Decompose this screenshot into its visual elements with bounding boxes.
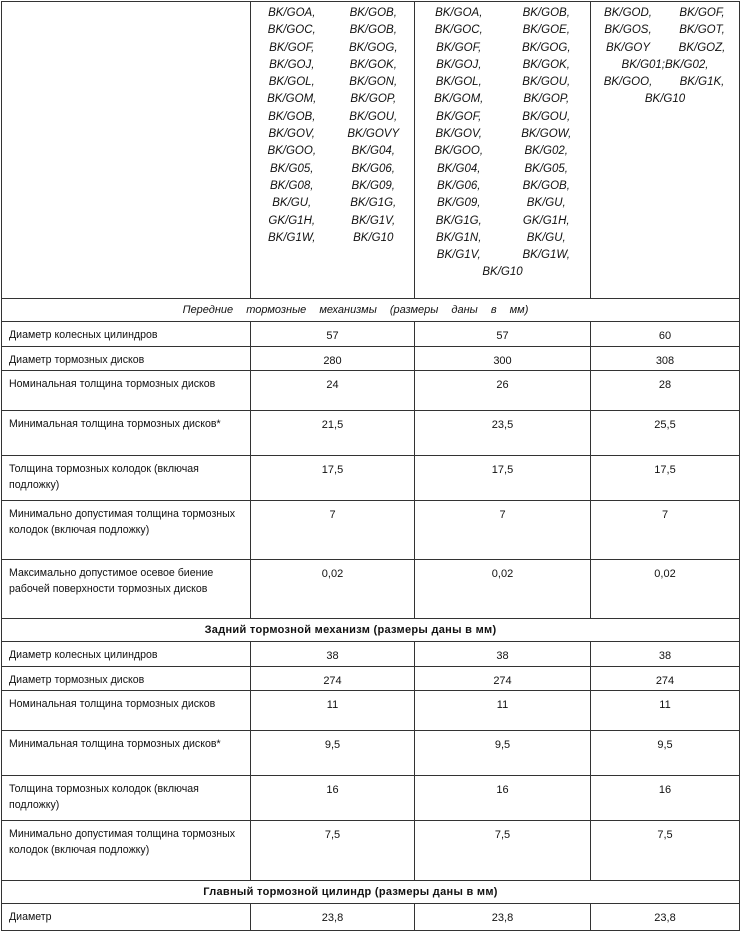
- model-code-line: [251, 195, 414, 212]
- model-codes-col3: [591, 2, 740, 299]
- empty-header-cell: [2, 2, 251, 299]
- model-code: BK/GOG,: [521, 41, 571, 54]
- model-code: BK/GOL,: [268, 76, 315, 89]
- param-value: 7,5: [591, 821, 740, 881]
- param-row: [2, 346, 740, 371]
- param-label: Толщина тормозных колодок (включая подложку): [2, 456, 251, 501]
- model-code: BK/GOF,: [269, 41, 315, 54]
- param-label: Максимально допустимое осевое биение рабочей поверхности тормозных дисков: [2, 560, 251, 619]
- model-code: BK/G06,: [437, 179, 481, 192]
- param-value: 7,5: [415, 821, 591, 881]
- model-code: BK/GU,: [526, 231, 566, 244]
- model-code: BK/GOO,: [434, 145, 484, 158]
- model-code: BK/GOO,: [603, 76, 653, 89]
- model-code: BK/GOM,: [434, 93, 484, 106]
- model-code-line: [415, 161, 590, 178]
- param-label: Минимальная толщина тормозных дисков*: [2, 411, 251, 456]
- model-code: BK/GOU,: [349, 110, 398, 123]
- param-value: 25,5: [591, 411, 740, 456]
- model-code: BK/G08,: [270, 179, 314, 192]
- param-label: Номинальная толщина тормозных дисков: [2, 691, 251, 731]
- model-code: BK/GOG,: [348, 41, 398, 54]
- model-code: BK/GOK,: [522, 58, 570, 71]
- model-code: BK/G05,: [270, 162, 314, 175]
- param-label: Минимально допустимая толщина тормозных колодок (включая подложку): [2, 821, 251, 881]
- model-code: BK/GOC,: [267, 24, 316, 37]
- param-value: 57: [415, 322, 591, 347]
- model-code: BK/G1N,: [436, 231, 482, 244]
- model-code: BK/G10: [482, 266, 523, 279]
- model-code-line: [591, 5, 739, 22]
- model-code: BK/GU,: [272, 197, 312, 210]
- model-code-line: [251, 5, 414, 22]
- model-code: BK/GOC,: [434, 24, 483, 37]
- param-value: 16: [415, 776, 591, 821]
- model-code: BK/GOVY: [347, 128, 400, 141]
- param-label: Диаметр: [2, 904, 251, 931]
- param-value: 23,8: [415, 904, 591, 931]
- model-code: BK/G01;BK/G02,: [621, 58, 709, 71]
- section-front-cell: [2, 299, 740, 322]
- model-code: BK/G1W,: [522, 249, 570, 262]
- param-value: 17,5: [591, 456, 740, 501]
- param-label: Диаметр колесных цилиндров: [2, 322, 251, 347]
- model-code: BK/G09,: [437, 197, 481, 210]
- model-code: BK/GOM,: [267, 93, 317, 106]
- model-code-line: [251, 213, 414, 230]
- model-code: BK/G10: [353, 231, 394, 244]
- model-code: BK/GOB,: [522, 7, 570, 19]
- model-code-line: [415, 230, 590, 247]
- model-code: BK/G1V,: [351, 214, 396, 227]
- model-code-line: [415, 143, 590, 160]
- param-row: [2, 411, 740, 456]
- model-code-line: [415, 264, 590, 281]
- section-rear-cell: [2, 619, 740, 642]
- param-value: 9,5: [251, 731, 415, 776]
- section-master-cell: [2, 881, 740, 904]
- param-row: [2, 560, 740, 619]
- model-code: BK/GU,: [526, 197, 566, 210]
- model-code-line: [251, 91, 414, 108]
- model-code: BK/G02,: [524, 145, 568, 158]
- section-master-row: [2, 881, 740, 904]
- model-code-line: [591, 57, 739, 74]
- model-codes-col2: [415, 2, 591, 299]
- param-label: Толщина тормозных колодок (включая подложку): [2, 776, 251, 821]
- model-code-line: [251, 109, 414, 126]
- model-code: BK/G05,: [524, 162, 568, 175]
- param-value: 38: [251, 642, 415, 667]
- model-code-line: [415, 22, 590, 39]
- model-code: BK/GOB,: [349, 24, 397, 37]
- param-value: 274: [251, 666, 415, 691]
- model-code-line: [591, 40, 739, 57]
- param-row: [2, 456, 740, 501]
- model-code-line: [415, 195, 590, 212]
- param-value: 24: [251, 371, 415, 411]
- model-code-line: [415, 109, 590, 126]
- param-value: 28: [591, 371, 740, 411]
- param-row: [2, 371, 740, 411]
- model-codes-row: [2, 2, 740, 299]
- param-row: [2, 642, 740, 667]
- section-master-title: Главный тормозной цилиндр (размеры даны в мм): [203, 886, 498, 898]
- model-code: BK/GOU,: [522, 76, 571, 89]
- model-code: BK/G1K,: [679, 76, 725, 89]
- param-value: 21,5: [251, 411, 415, 456]
- model-code-line: [415, 247, 590, 264]
- model-code-line: [251, 143, 414, 160]
- model-code-line: [415, 5, 590, 22]
- model-code: BK/GOT,: [679, 24, 725, 37]
- model-code: BK/GOW,: [521, 128, 572, 141]
- param-value: 7: [415, 501, 591, 560]
- param-label: Диаметр тормозных дисков: [2, 346, 251, 371]
- model-code-line: [591, 91, 739, 108]
- model-code: BK/GOJ,: [269, 58, 315, 71]
- model-code: BK/GOO,: [267, 145, 317, 158]
- param-label: Минимальная толщина тормозных дисков*: [2, 731, 251, 776]
- model-code: BK/GOJ,: [436, 58, 482, 71]
- param-value: 7: [591, 501, 740, 560]
- model-code-line: [251, 22, 414, 39]
- model-code: BK/G04,: [437, 162, 481, 175]
- model-code: BK/GOF,: [436, 110, 482, 123]
- param-value: 16: [251, 776, 415, 821]
- param-value: 17,5: [251, 456, 415, 501]
- model-code: BK/GOE,: [522, 24, 570, 37]
- param-value: 11: [251, 691, 415, 731]
- model-code: BK/GOA,: [268, 7, 316, 19]
- param-value: 280: [251, 346, 415, 371]
- model-code: BK/GOV,: [268, 128, 315, 141]
- model-code-line: [251, 178, 414, 195]
- param-value: 9,5: [415, 731, 591, 776]
- model-code: GK/G1H,: [522, 214, 570, 227]
- model-code: BK/G1W,: [268, 231, 316, 244]
- model-code-line: [415, 126, 590, 143]
- model-code: BK/G06,: [351, 162, 395, 175]
- param-value: 17,5: [415, 456, 591, 501]
- model-code: BK/GOK,: [349, 58, 397, 71]
- model-code-line: [591, 22, 739, 39]
- model-code-line: [251, 126, 414, 143]
- param-row: [2, 501, 740, 560]
- param-row: [2, 904, 740, 931]
- model-code-line: [251, 74, 414, 91]
- model-code: BK/G1G,: [350, 197, 397, 210]
- model-code: BK/GOB,: [522, 179, 570, 192]
- param-row: [2, 731, 740, 776]
- param-row: [2, 776, 740, 821]
- section-front-row: [2, 299, 740, 322]
- param-value: 300: [415, 346, 591, 371]
- model-code: BK/GOF,: [679, 7, 725, 19]
- param-value: 0,02: [251, 560, 415, 619]
- param-row: [2, 821, 740, 881]
- param-value: 57: [251, 322, 415, 347]
- param-value: 38: [591, 642, 740, 667]
- param-value: 0,02: [591, 560, 740, 619]
- model-code: BK/G10: [644, 93, 686, 106]
- model-code-line: [251, 230, 414, 247]
- model-code: BK/GOV,: [435, 128, 482, 141]
- model-code: GK/G1H,: [268, 214, 316, 227]
- param-value: 23,8: [251, 904, 415, 931]
- model-code-line: [415, 74, 590, 91]
- model-code: BK/GOP,: [350, 93, 397, 106]
- table-body: [2, 2, 740, 931]
- model-code-line: [415, 213, 590, 230]
- model-code-line: [415, 91, 590, 108]
- section-rear-title: Задний тормозной механизм (размеры даны в мм): [204, 624, 497, 636]
- model-code: BK/GOA,: [435, 7, 483, 19]
- param-label: Диаметр тормозных дисков: [2, 666, 251, 691]
- param-value: 308: [591, 346, 740, 371]
- param-value: 16: [591, 776, 740, 821]
- param-row: [2, 691, 740, 731]
- model-code: BK/GOB,: [268, 110, 316, 123]
- model-code: BK/G09,: [351, 179, 395, 192]
- model-code: BK/G1V,: [436, 249, 481, 262]
- param-value: 60: [591, 322, 740, 347]
- param-value: 274: [415, 666, 591, 691]
- param-value: 23,8: [591, 904, 740, 931]
- model-code: BK/GON,: [349, 76, 398, 89]
- model-code: BK/GOS,: [604, 24, 652, 37]
- param-label: Диаметр колесных цилиндров: [2, 642, 251, 667]
- param-value: 38: [415, 642, 591, 667]
- model-code-line: [415, 178, 590, 195]
- model-code: BK/GOD,: [604, 7, 652, 19]
- model-code-line: [415, 57, 590, 74]
- model-code: BK/G04,: [351, 145, 395, 158]
- param-value: 11: [415, 691, 591, 731]
- model-code: BK/GOB,: [349, 7, 397, 19]
- param-value: 274: [591, 666, 740, 691]
- param-label: Номинальная толщина тормозных дисков: [2, 371, 251, 411]
- model-code-line: [415, 40, 590, 57]
- brake-specs-table: [1, 1, 740, 931]
- model-codes-col1: [251, 2, 415, 299]
- param-value: 26: [415, 371, 591, 411]
- param-value: 23,5: [415, 411, 591, 456]
- model-code: BK/GOF,: [436, 41, 482, 54]
- param-value: 7,5: [251, 821, 415, 881]
- model-code-line: [591, 74, 739, 91]
- model-code: BK/G1G,: [435, 214, 482, 227]
- model-code-line: [251, 57, 414, 74]
- param-value: 0,02: [415, 560, 591, 619]
- param-value: 11: [591, 691, 740, 731]
- param-value: 9,5: [591, 731, 740, 776]
- model-code: BK/GOZ,: [678, 41, 726, 54]
- section-front-title: Передние тормозные механизмы (размеры даны в мм): [182, 304, 529, 316]
- param-value: 7: [251, 501, 415, 560]
- model-code: BK/GOY: [605, 41, 651, 54]
- param-row: [2, 666, 740, 691]
- model-code: BK/GOU,: [522, 110, 571, 123]
- param-label: Минимально допустимая толщина тормозных колодок (включая подложку): [2, 501, 251, 560]
- param-row: [2, 322, 740, 347]
- model-code: BK/GOL,: [435, 76, 482, 89]
- model-code-line: [251, 40, 414, 57]
- section-rear-row: [2, 619, 740, 642]
- model-code: BK/GOP,: [523, 93, 570, 106]
- model-code-line: [251, 161, 414, 178]
